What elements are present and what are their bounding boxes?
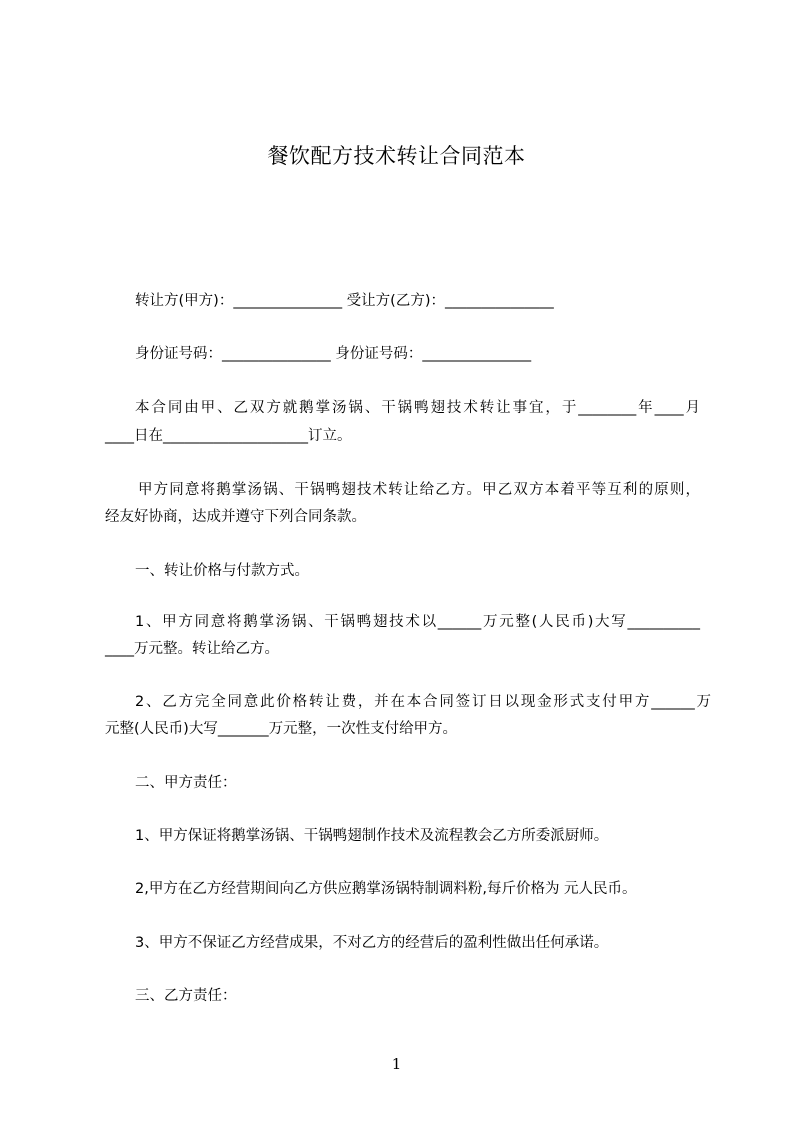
clause-2-1: 1、甲方保证将鹅掌汤锅、干锅鸭翅制作技术及流程教会乙方所委派厨师。 xyxy=(135,828,609,844)
page-number: 1 xyxy=(391,1055,402,1073)
section-3-heading: 三、乙方责任： xyxy=(135,988,237,1004)
document-title: 餐饮配方技术转让合同范本 xyxy=(267,144,526,168)
party-a-b-line: 转让方(甲方)：_______________ 受让方(乙方)：_______________ xyxy=(135,293,554,309)
clause-1-1-line-2: ____万元整。转让给乙方。 xyxy=(105,641,279,657)
agreement-paragraph-line-1: 甲方同意将鹅掌汤锅、干锅鸭翅技术转让给乙方。甲乙双方本着平等互利的原则， xyxy=(138,482,700,498)
intro-paragraph-line-2: ____日在____________________订立。 xyxy=(105,428,352,444)
agreement-paragraph-line-2: 经友好协商，达成并遵守下列合同条款。 xyxy=(105,509,366,525)
clause-1-1-line-1: 1、甲方同意将鹅掌汤锅、干锅鸭翅技术以______万元整(人民币)大写__________ xyxy=(135,614,700,630)
clause-2-2: 2,甲方在乙方经营期间向乙方供应鹅掌汤锅特制调料粉,每斤价格为 元人民币。 xyxy=(135,881,637,897)
clause-2-3: 3、甲方不保证乙方经营成果，不对乙方的经营后的盈利性做出任何承诺。 xyxy=(135,935,609,951)
clause-1-2-line-2: 元整(人民币)大写_______万元整，一次性支付给甲方。 xyxy=(105,721,458,737)
id-number-line: 身份证号码：_______________ 身份证号码：_______________ xyxy=(135,346,532,362)
intro-paragraph-line-1: 本合同由甲、乙双方就鹅掌汤锅、干锅鸭翅技术转让事宜，于________年____月 xyxy=(135,400,700,416)
section-2-heading: 二、甲方责任： xyxy=(135,775,237,791)
clause-1-2-line-1: 2、乙方完全同意此价格转让费，并在本合同签订日以现金形式支付甲方______万 xyxy=(135,694,711,710)
section-1-heading: 一、转让价格与付款方式。 xyxy=(135,563,309,579)
